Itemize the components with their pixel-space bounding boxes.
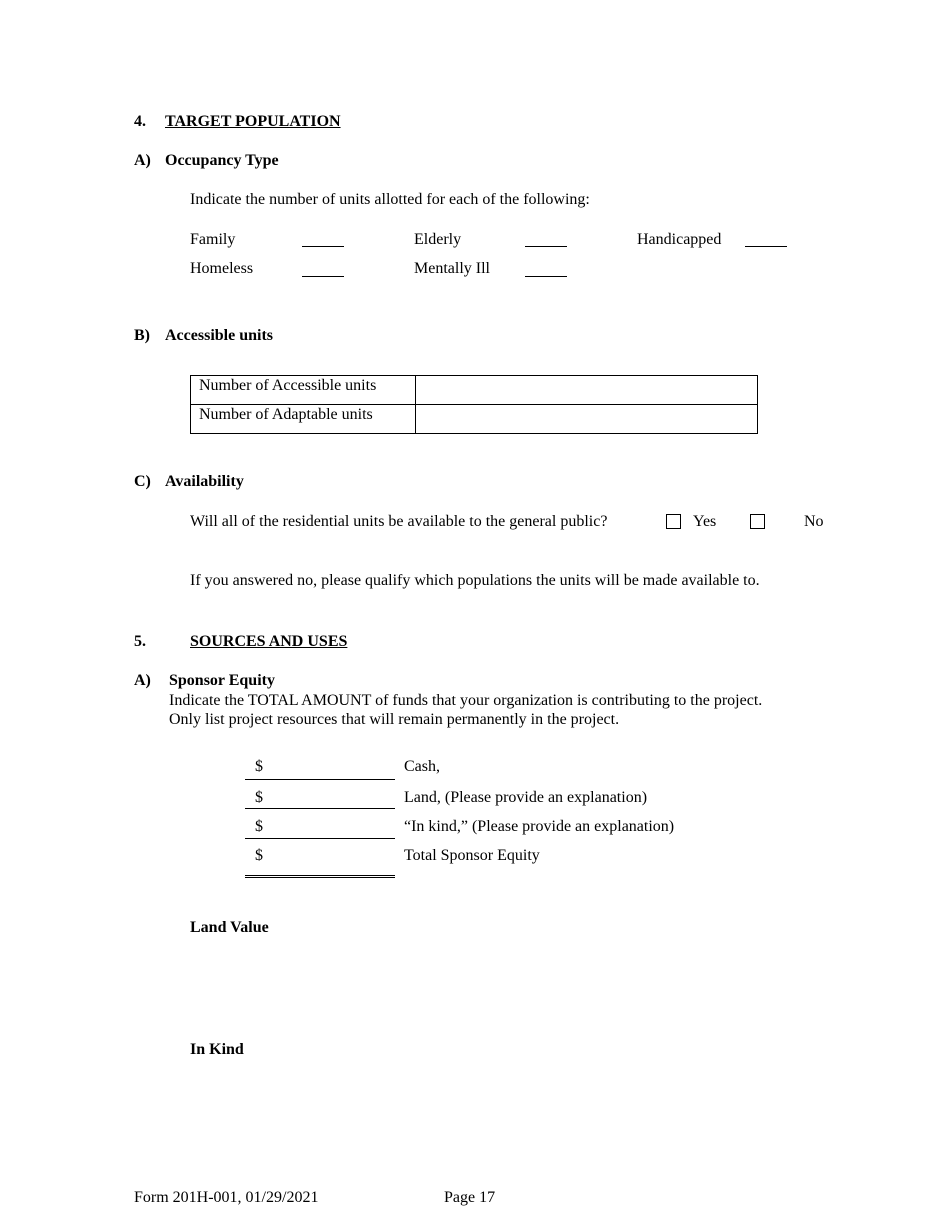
- in-kind-currency-symbol: $: [255, 818, 263, 835]
- accessible-units-heading: Accessible units: [165, 327, 273, 344]
- total-sponsor-equity-label: Total Sponsor Equity: [404, 847, 540, 864]
- in-kind-heading: In Kind: [190, 1041, 244, 1058]
- section-4b-letter: B): [134, 327, 150, 344]
- section-4-title: TARGET POPULATION: [165, 113, 341, 130]
- land-label: Land, (Please provide an explanation): [404, 789, 648, 806]
- yes-label: Yes: [693, 513, 717, 530]
- sponsor-equity-heading: Sponsor Equity: [169, 672, 275, 689]
- availability-question: Will all of the residential units be available to the general public?: [190, 513, 608, 530]
- section-5-number: 5.: [134, 633, 146, 650]
- occupancy-blank-homeless[interactable]: [302, 276, 344, 277]
- section-4-number: 4.: [134, 113, 146, 130]
- footer-form-id: Form 201H-001, 01/29/2021: [134, 1189, 319, 1206]
- land-value-heading: Land Value: [190, 919, 269, 936]
- total-currency-symbol: $: [255, 847, 263, 864]
- occupancy-label-mentally-ill: Mentally Ill: [414, 260, 490, 277]
- no-label: No: [804, 513, 824, 530]
- footer-page-number: Page 17: [444, 1189, 496, 1206]
- availability-followup: If you answered no, please qualify which populations the units will be made available to.: [190, 572, 760, 589]
- accessible-units-value-cell[interactable]: [416, 376, 758, 405]
- availability-heading: Availability: [165, 473, 244, 490]
- land-currency-symbol: $: [255, 789, 263, 806]
- section-5-title: SOURCES AND USES: [190, 633, 348, 650]
- cash-label: Cash,: [404, 758, 440, 775]
- adaptable-units-label: Number of Adaptable units: [191, 405, 416, 434]
- occupancy-blank-elderly[interactable]: [525, 246, 567, 247]
- no-checkbox[interactable]: [750, 514, 765, 529]
- cash-currency-symbol: $: [255, 758, 263, 775]
- table-row: [191, 376, 758, 405]
- total-amount-field[interactable]: [245, 875, 395, 878]
- adaptable-units-value-cell[interactable]: [416, 405, 758, 434]
- in-kind-amount-field[interactable]: [245, 838, 395, 839]
- occupancy-blank-handicapped[interactable]: [745, 246, 787, 247]
- occupancy-blank-mentally-ill[interactable]: [525, 276, 567, 277]
- in-kind-label: “In kind,” (Please provide an explanation): [404, 818, 675, 835]
- occupancy-label-homeless: Homeless: [190, 260, 254, 277]
- occupancy-label-handicapped: Handicapped: [637, 231, 722, 248]
- sponsor-equity-instruction-2: Only list project resources that will remain permanently in the project.: [169, 711, 620, 728]
- sponsor-equity-instruction-1: Indicate the TOTAL AMOUNT of funds that your organization is contributing to the project.: [169, 692, 763, 709]
- section-5a-letter: A): [134, 672, 151, 689]
- occupancy-label-family: Family: [190, 231, 236, 248]
- section-4c-letter: C): [134, 473, 151, 490]
- section-4a-letter: A): [134, 152, 151, 169]
- accessible-units-label: Number of Accessible units: [191, 376, 416, 405]
- cash-amount-field[interactable]: [245, 779, 395, 780]
- occupancy-type-heading: Occupancy Type: [165, 152, 279, 169]
- occupancy-instruction: Indicate the number of units allotted for each of the following:: [190, 191, 590, 208]
- yes-checkbox[interactable]: [666, 514, 681, 529]
- occupancy-blank-family[interactable]: [302, 246, 344, 247]
- land-amount-field[interactable]: [245, 808, 395, 809]
- occupancy-label-elderly: Elderly: [414, 231, 462, 248]
- table-row: [191, 405, 758, 434]
- accessible-units-table: [190, 375, 758, 434]
